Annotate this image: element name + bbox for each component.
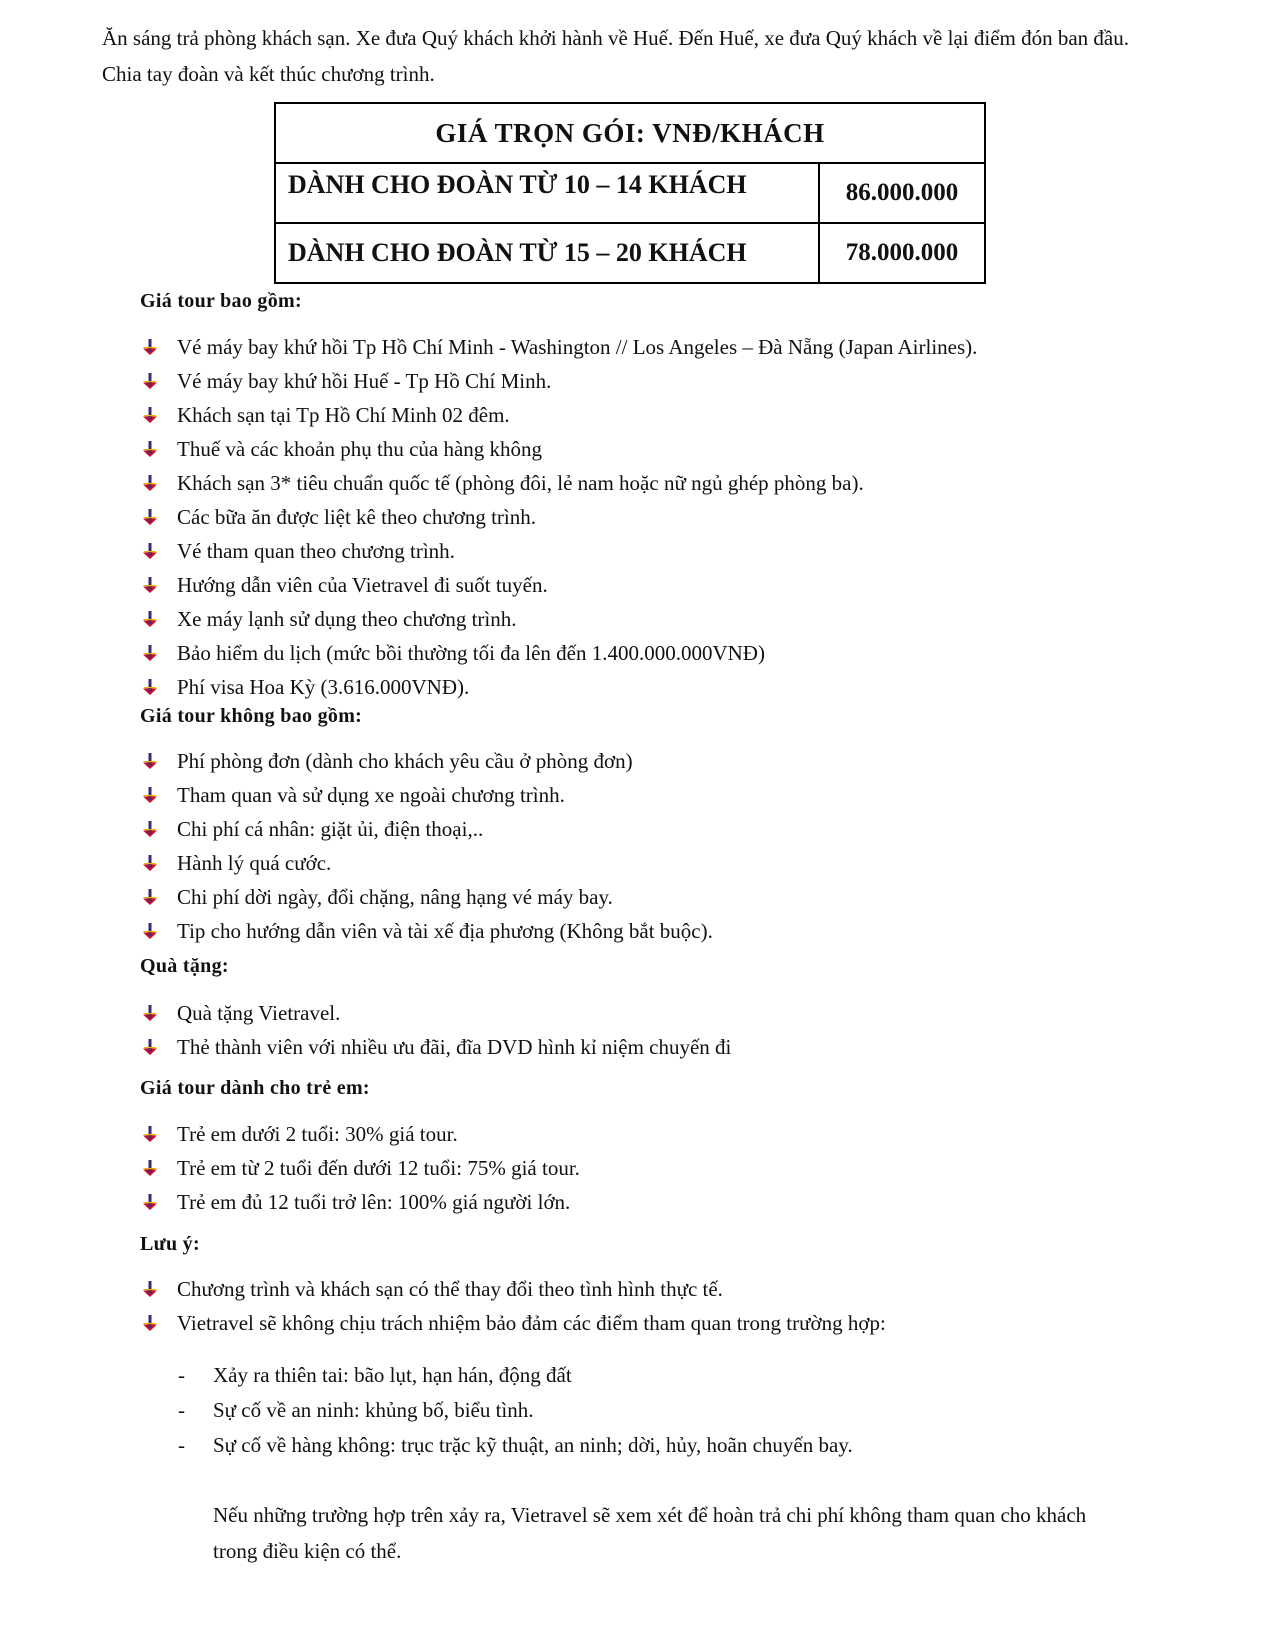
price-table-header-row [275,103,985,163]
arrow-down-bullet-icon [142,407,158,423]
list-item: Quà tặng Vietravel. [140,996,1140,1030]
excluded-list [140,744,1140,948]
arrow-down-bullet-icon [142,821,158,837]
notes-list [140,1272,1140,1340]
included-list [140,330,1140,704]
list-item: Trẻ em dưới 2 tuổi: 30% giá tour. [140,1117,1140,1151]
list-item: Khách sạn tại Tp Hồ Chí Minh 02 đêm. [140,398,1140,432]
price-row-value: 78.000.000 [819,223,985,283]
arrow-down-bullet-icon [142,1039,158,1055]
list-item: Vé máy bay khứ hồi Tp Hồ Chí Minh - Washington // Los Angeles – Đà Nẵng (Japan Airlines). [140,330,1140,364]
arrow-down-bullet-icon [142,1005,158,1021]
arrow-down-bullet-icon [142,1194,158,1210]
arrow-down-bullet-icon [142,339,158,355]
arrow-down-bullet-icon [142,509,158,525]
list-item: Chi phí dời ngày, đổi chặng, nâng hạng vé máy bay. [140,880,1140,914]
arrow-down-bullet-icon [142,645,158,661]
sub-list-item: - Sự cố về an ninh: khủng bố, biểu tình. [176,1393,1136,1428]
section-heading-gifts: Quà tặng: [140,955,229,977]
price-table-row [275,223,985,283]
list-item: Hành lý quá cước. [140,846,1140,880]
list-item: Bảo hiểm du lịch (mức bồi thường tối đa lên đến 1.400.000.000VNĐ) [140,636,1140,670]
list-item: Chi phí cá nhân: giặt ủi, điện thoại,.. [140,812,1140,846]
section-heading-children: Giá tour dành cho trẻ em: [140,1077,370,1099]
dash-marker: - [178,1398,185,1422]
list-item: Thẻ thành viên với nhiều ưu đãi, đĩa DVD hình kỉ niệm chuyến đi [140,1030,1140,1064]
price-row-value: 86.000.000 [819,163,985,223]
list-item: Vé tham quan theo chương trình. [140,534,1140,568]
dash-marker: - [178,1363,185,1387]
arrow-down-bullet-icon [142,373,158,389]
arrow-down-bullet-icon [142,577,158,593]
price-table-header: GIÁ TRỌN GÓI: VNĐ/KHÁCH [275,103,985,163]
section-heading-included: Giá tour bao gồm: [140,290,302,312]
arrow-down-bullet-icon [142,1315,158,1331]
list-item: Tham quan và sử dụng xe ngoài chương trình. [140,778,1140,812]
list-item: Thuế và các khoản phụ thu của hàng không [140,432,1140,466]
dash-marker: - [178,1433,185,1457]
section-heading-excluded: Giá tour không bao gồm: [140,705,363,727]
arrow-down-bullet-icon [142,855,158,871]
list-item: Chương trình và khách sạn có thể thay đổi theo tình hình thực tế. [140,1272,1140,1306]
list-item: Khách sạn 3* tiêu chuẩn quốc tế (phòng đôi, lẻ nam hoặc nữ ngủ ghép phòng ba). [140,466,1140,500]
list-item: Phí phòng đơn (dành cho khách yêu cầu ở phòng đơn) [140,744,1140,778]
arrow-down-bullet-icon [142,611,158,627]
price-table [274,102,986,284]
list-item: Trẻ em từ 2 tuổi đến dưới 12 tuổi: 75% giá tour. [140,1151,1140,1185]
arrow-down-bullet-icon [142,1160,158,1176]
list-item: Vé máy bay khứ hồi Huế - Tp Hồ Chí Minh. [140,364,1140,398]
sub-list-item: - Sự cố về hàng không: trục trặc kỹ thuật, an ninh; dời, hủy, hoãn chuyến bay. [176,1428,1136,1463]
list-item: Phí visa Hoa Kỳ (3.616.000VNĐ). [140,670,1140,704]
list-item: Trẻ em đủ 12 tuổi trở lên: 100% giá người lớn. [140,1185,1140,1219]
price-row-label: DÀNH CHO ĐOÀN TỪ 15 – 20 KHÁCH [275,223,819,283]
sub-list-item: - Xảy ra thiên tai: bão lụt, hạn hán, động đất [176,1358,1136,1393]
arrow-down-bullet-icon [142,1126,158,1142]
closing-note: Nếu những trường hợp trên xảy ra, Vietravel sẽ xem xét để hoàn trả chi phí không tham quan cho khách trong điều kiện có thể. [213,1503,1087,1563]
gifts-list [140,996,1140,1064]
list-item: Vietravel sẽ không chịu trách nhiệm bảo đảm các điểm tham quan trong trường hợp: [140,1306,1140,1340]
list-item: Hướng dẫn viên của Vietravel đi suốt tuyến. [140,568,1140,602]
arrow-down-bullet-icon [142,543,158,559]
arrow-down-bullet-icon [142,1281,158,1297]
arrow-down-bullet-icon [142,923,158,939]
arrow-down-bullet-icon [142,441,158,457]
list-item: Các bữa ăn được liệt kê theo chương trình. [140,500,1140,534]
price-table-row [275,163,985,223]
children-list [140,1117,1140,1219]
price-row-label: DÀNH CHO ĐOÀN TỪ 10 – 14 KHÁCH [275,163,819,223]
list-item: Xe máy lạnh sử dụng theo chương trình. [140,602,1140,636]
list-item: Tip cho hướng dẫn viên và tài xế địa phương (Không bắt buộc). [140,914,1140,948]
arrow-down-bullet-icon [142,889,158,905]
section-heading-notes: Lưu ý: [140,1233,200,1255]
arrow-down-bullet-icon [142,753,158,769]
arrow-down-bullet-icon [142,475,158,491]
arrow-down-bullet-icon [142,679,158,695]
notes-sub-list [176,1358,1136,1463]
intro-paragraph: Ăn sáng trả phòng khách sạn. Xe đưa Quý khách khởi hành về Huế. Đến Huế, xe đưa Quý khách về lại điểm đón ban đầu. Chia tay đoàn và kết thúc chương trình. [102,26,1130,86]
arrow-down-bullet-icon [142,787,158,803]
